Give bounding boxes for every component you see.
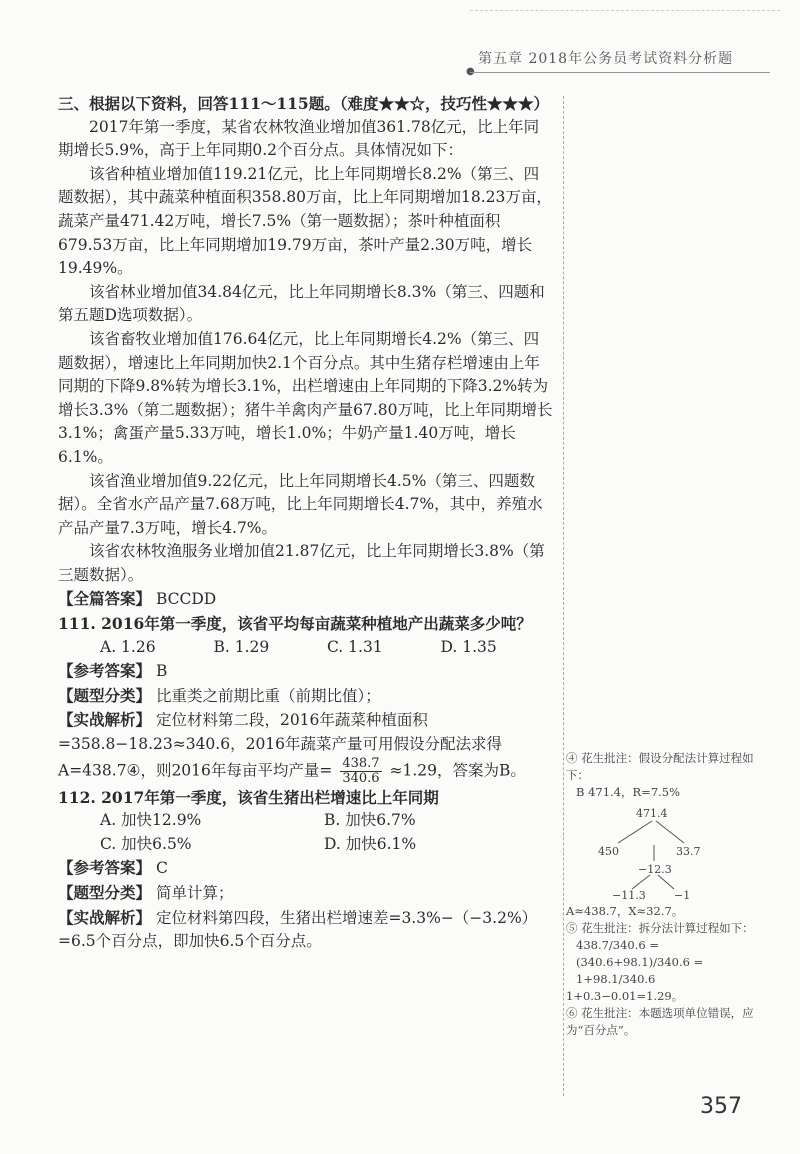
q112-option-d: D. 加快6.1% xyxy=(324,834,417,853)
q112-analysis xyxy=(58,906,554,954)
q112-options-row-2 xyxy=(58,833,554,857)
sidenote-2-result: 1+0.3−0.01=1.29。 xyxy=(566,989,684,1003)
q112-type-line xyxy=(58,881,554,906)
q111-answer: B xyxy=(155,662,168,681)
tree-left: 450 xyxy=(598,845,619,858)
header-bullet-icon: ● xyxy=(466,66,475,77)
q111-options xyxy=(58,636,554,660)
tree-bottom-left: −11.3 xyxy=(612,889,646,902)
sidenote-2-formula: 438.7/340.6 = (340.6+98.1)/340.6 = 1+98.1/340.6 xyxy=(576,938,704,986)
q111-option-a: A. 1.26 xyxy=(100,637,156,656)
page-number: 357 xyxy=(700,1094,742,1119)
q112-answer-line xyxy=(58,856,554,881)
main-column xyxy=(58,92,554,954)
q112-stem: 112. 2017年第一季度，该省生猪出栏增速比上年同期 xyxy=(58,787,439,807)
paragraph-6: 该省农林牧渔服务业增加值21.87亿元，比上年同期增长3.8%（第三题数据）。 xyxy=(58,542,545,584)
q112-option-b: B. 加快6.7% xyxy=(324,811,416,830)
q112-answer-label: 【参考答案】 xyxy=(58,858,152,878)
full-answer-label: 【全篇答案】 xyxy=(58,589,152,609)
q111-type-line xyxy=(58,684,554,709)
paragraph-3: 该省林业增加值34.84亿元，比上年同期增长8.3%（第三、四题和第五题D选项数据）。 xyxy=(58,282,545,325)
full-answer-value: BCCDD xyxy=(155,590,217,609)
sidenote-1: ④ 花生批注：假设分配法计算过程如下： xyxy=(566,751,754,782)
paragraph-1: 2017年第一季度，某省农林牧渔业增加值361.78亿元，比上年同期增长5.9%，高于上年同期0.2个百分点。具体情况如下： xyxy=(58,117,540,160)
q111-answer-label: 【参考答案】 xyxy=(58,661,152,681)
q111-fraction-numerator: 438.7 xyxy=(342,755,380,771)
sidenote-3: ⑥ 花生批注：本题选项单位错误，应为“百分点”。 xyxy=(566,1006,754,1037)
margin-notes xyxy=(566,750,766,1039)
q111-answer-line xyxy=(58,659,554,684)
q111-option-b: B. 1.29 xyxy=(213,637,270,656)
q111-type-label: 【题型分类】 xyxy=(58,685,152,705)
tree-right: 33.7 xyxy=(676,845,701,858)
q111-analysis-conclusion: ≈1.29，答案为B。 xyxy=(389,761,526,780)
header-rule xyxy=(470,72,770,73)
q111-analysis-label: 【实战解析】 xyxy=(58,710,152,730)
q111-analysis-text: 定位材料第二段，2016年蔬菜种植面积=358.8−18.23≈340.6，2016年蔬菜产量可用假设分配法求得A=438.7④，则2016年每亩平均产量= xyxy=(58,711,503,780)
q111-analysis xyxy=(58,708,554,785)
paragraph-5: 该省渔业增加值9.22亿元，比上年同期增长4.5%（第三、四题数据）。全省水产品产量7.68万吨，比上年同期增长4.7%，其中，养殖水产品产量7.3万吨，增长4.7%。 xyxy=(58,471,543,537)
tree-top: 471.4 xyxy=(636,807,668,820)
running-header: 第五章 2018年公务员考试资料分析题 xyxy=(478,51,734,67)
q111-fraction xyxy=(340,757,381,786)
tree-bottom-right: −1 xyxy=(674,889,691,902)
margin-divider xyxy=(563,96,564,1096)
paragraph-2: 该省种植业增加值119.21亿元，比上年同期增长8.2%（第三、四题数据），其中蔬菜种植面积358.80万亩，比上年同期增加18.23万亩，蔬菜产量471.42万吨，增长7.5%（第一题数据）；茶叶种植面积679.53万亩，比上年同期增加19.79万亩，茶叶产量2.30万吨，增长19.49%。 xyxy=(58,164,552,278)
q111-option-d: D. 1.35 xyxy=(440,637,497,656)
q111-fraction-denominator: 340.6 xyxy=(342,770,380,786)
q112-option-a: A. 加快12.9% xyxy=(100,811,202,830)
top-dashed-rule xyxy=(470,10,780,11)
q112-type: 简单计算； xyxy=(155,884,234,902)
q111-stem: 111. 2016年第一季度，该省平均每亩蔬菜种植地产出蔬菜多少吨？ xyxy=(58,614,532,634)
q112-answer: C xyxy=(155,859,168,878)
sidenote-2: ⑤ 花生批注：拆分法计算过程如下： xyxy=(566,921,754,935)
paragraph-4: 该省畜牧业增加值176.64亿元，比上年同期增长4.2%（第三、四题数据），增速比上年同期加快2.1个百分点。其中生猪存栏增速由上年同期的下降9.8%转为增长3.1%，出栏增速由上年同期的下降3.2%转为增长3.3%（第二题数据）；猪牛羊禽肉产量67.80万吨，比上年同期增长3.1%；禽蛋产量5.33万吨，增长1.0%；牛奶产量1.40万吨，增长6.1%。 xyxy=(58,329,553,466)
q112-options-row-1 xyxy=(58,809,554,833)
q112-analysis-label: 【实战解析】 xyxy=(58,907,152,927)
q111-type: 比重类之前期比重（前期比值）； xyxy=(155,686,381,705)
full-answer-line xyxy=(58,587,554,612)
q111-option-c: C. 1.31 xyxy=(327,637,383,656)
tree-mid: −12.3 xyxy=(638,863,672,876)
section-title: 三、根据以下资料，回答111～115题。（难度★★☆，技巧性★★★） xyxy=(58,94,549,113)
q112-type-label: 【题型分类】 xyxy=(58,883,152,902)
sidenote-1-result: A≈438.7，X≈32.7。 xyxy=(566,904,684,918)
q112-option-c: C. 加快6.5% xyxy=(100,834,192,853)
q112-analysis-text: 定位材料第四段，生猪出栏增速差=3.3%−（−3.2%）=6.5个百分点，即加快6.5个百分点。 xyxy=(58,908,538,951)
allocation-tree-diagram xyxy=(574,805,744,901)
sidenote-1-formula: B 471.4，R=7.5% xyxy=(576,785,681,799)
